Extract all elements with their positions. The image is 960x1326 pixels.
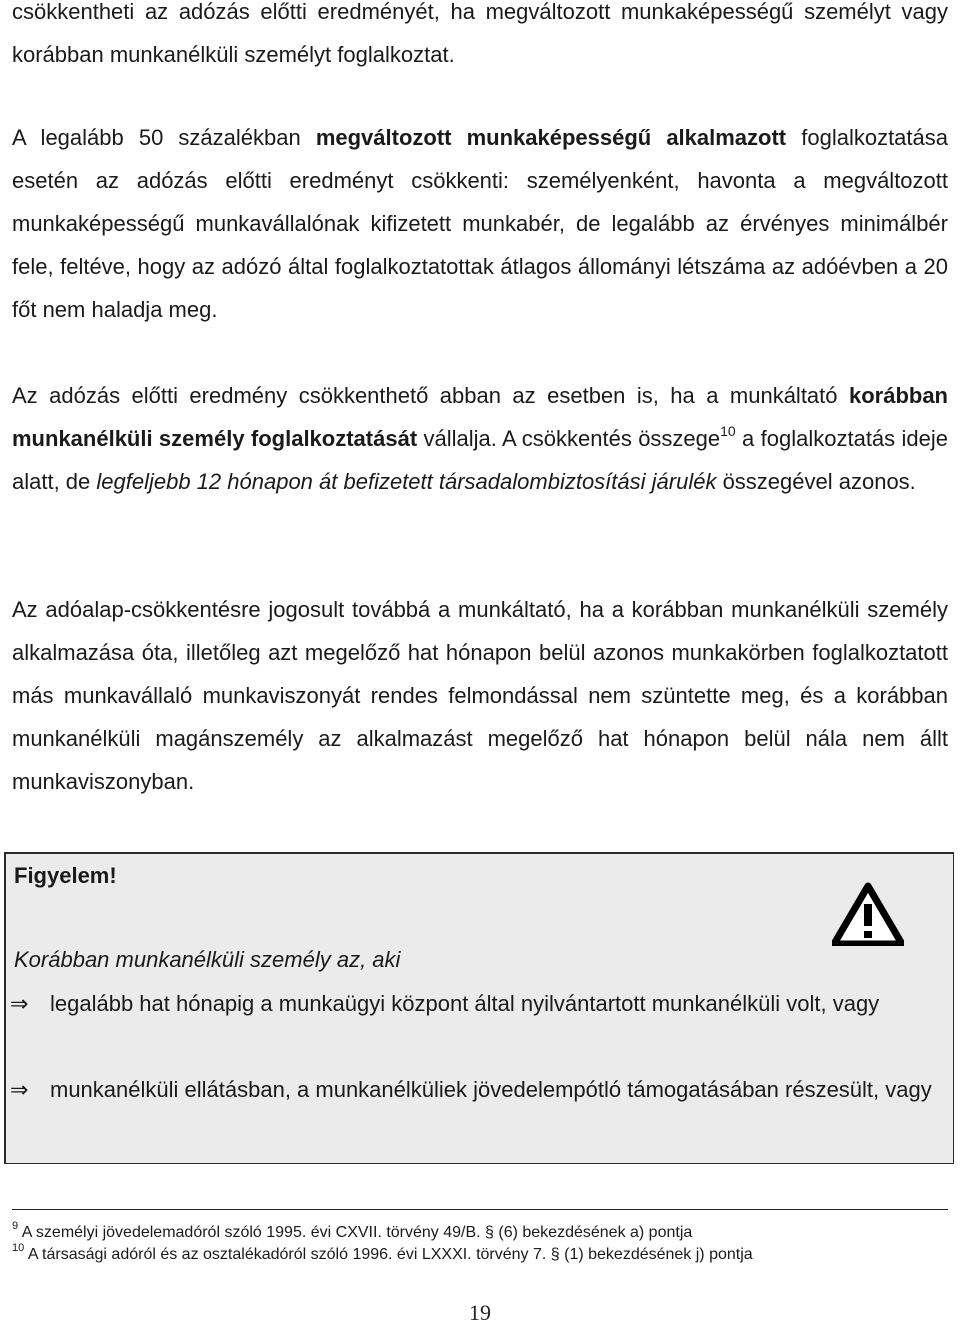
paragraph-unemployed-employee: Az adózás előtti eredmény csökkenthető abban az esetben is, ha a munkáltató korábban munkanélküli személy foglalkoztatását vállalja. A csökkentés összege$^{10}$ a foglalkoztatás ideje alatt, de legfeljebb 12 hónapon át befizetett társadalombiztosítási járulék összegével azonos. [12,383,948,494]
arrow-right-icon: ⇒ [10,991,29,1016]
footnote-ref: 10 [720,423,736,439]
footnote-9: $^9$ A személyi jövedelemadóról szóló 1995. évi CXVII. törvény 49/B. § (6) bekezdésének a) pontja [12,1220,693,1241]
paragraph-disabled-employee: A legalább 50 százalékban megváltozott munkaképességű alkalmazott foglalkoztatása esetén az adózás előtti eredményt csökkenti: személyenként, havonta a megváltozott munkaképességű munkavállalónak kifizetett munkabér, de legalább az érvényes minimálbér fele, feltéve, hogy az adózó által foglalkoztatottak átlagos állományi létszáma az adóévben a 20 főt nem haladja meg. [12,125,948,322]
notice-subtitle: Korábban munkanélküli személy az, aki [14,947,401,972]
warning-triangle-icon [832,882,904,946]
arrow-right-icon: ⇒ [10,1077,29,1102]
notice-box [4,852,954,1164]
page-number: 19 [469,1300,491,1325]
list-item-text: munkanélküli ellátásban, a munkanélküliek jövedelempótló támogatásában részesült, vagy [50,1077,932,1102]
paragraph-eligibility-conditions: Az adóalap-csökkentésre jogosult továbbá a munkáltató, ha a korábban munkanélküli személy alkalmazása óta, illetőleg azt megelőző hat hónapon belül azonos munkakörben foglalkoztatott más munkavállaló munkaviszonyát rendes felmondással nem szüntette meg, és a korábban munkanélküli magánszemély az alkalmazást megelőző hat hónapon belül nála nem állt munkaviszonyban. [12,597,948,794]
italic-phrase: legfeljebb 12 hónapon át befizetett társadalombiztosítási járulék [96,469,717,494]
notice-title: Figyelem! [14,863,117,888]
paragraph-intro-continuation: csökkentheti az adózás előtti eredményét, ha megváltozott munkaképességű személyt vagy korábban munkanélküli személyt foglalkoztat. [12,0,948,67]
bold-phrase: korábban munkanélküli személy foglalkoztatását [12,383,948,451]
bold-phrase: megváltozott munkaképességű alkalmazott [315,125,787,150]
footnote-divider [12,1209,948,1210]
footnote-10: $^{10}$ A társasági adóról és az osztalékadóról szóló 1996. évi LXXXI. törvény 7. § (1) bekezdésének j) pontja [12,1242,753,1263]
list-item-text: legalább hat hónapig a munkaügyi központ által nyilvántartott munkanélküli volt, vagy [50,991,880,1016]
